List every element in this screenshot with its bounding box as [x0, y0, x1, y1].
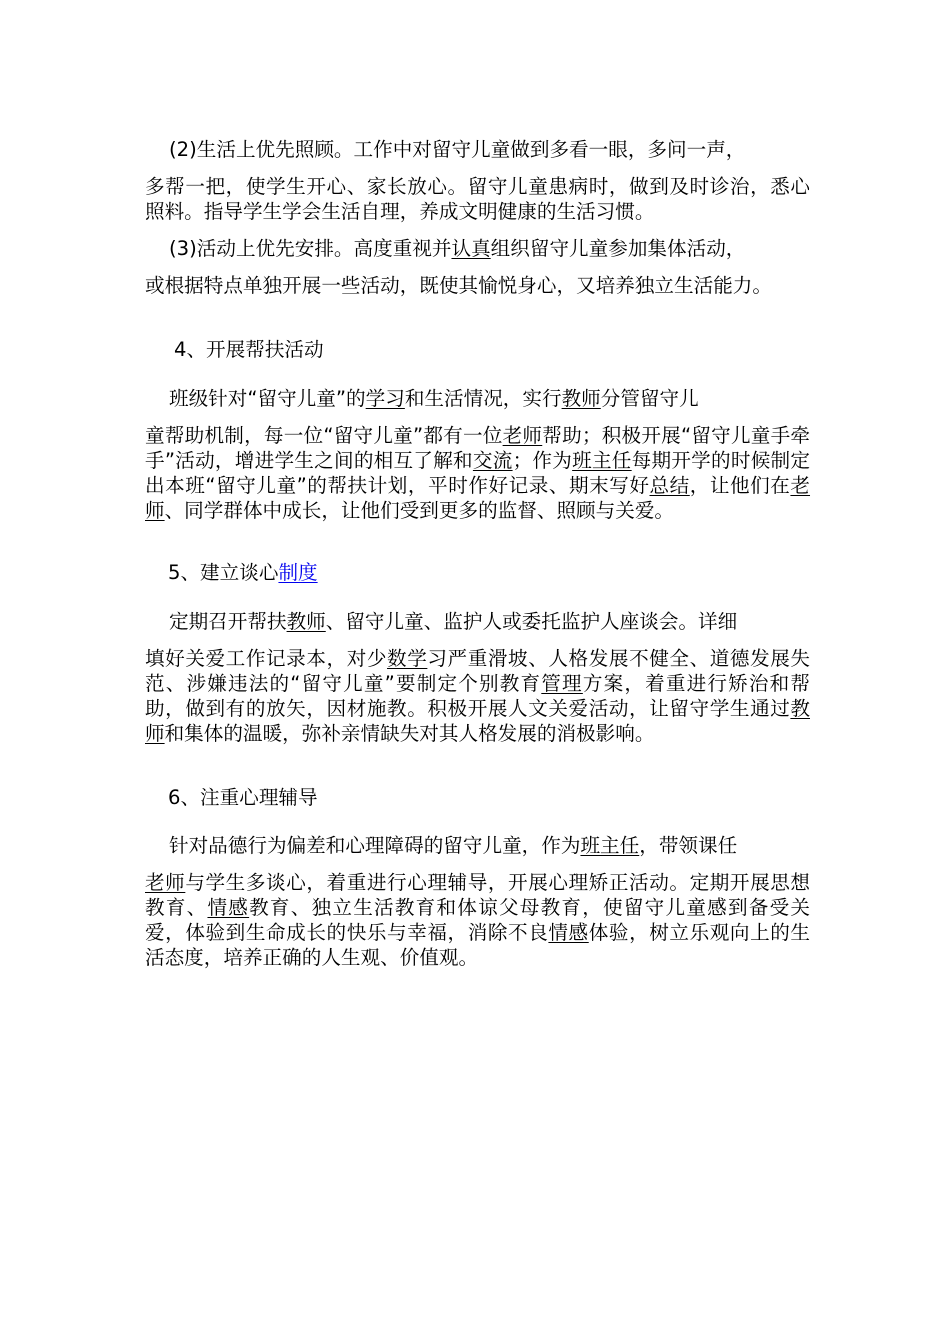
text-segment: 和集体的温暖，弥补亲情缺失对其人格发展的消极影响。 — [164, 722, 655, 745]
link-banzhuren[interactable]: 班主任 — [572, 449, 632, 472]
text-segment: 与学生多谈心，着重进行心理辅导，开展心理矫正活动。定期开展思想教育、 — [145, 871, 811, 919]
heading-help-activities: 4、开展帮扶活动 — [174, 338, 324, 361]
text-segment: ，让他们在 — [689, 474, 791, 497]
link-jiaoliu[interactable]: 交流 — [472, 449, 513, 472]
paragraph-body — [145, 423, 810, 523]
text-segment: 针对品德行为偏差和心理障碍的留守儿童，作为 — [169, 834, 581, 857]
link-guanli[interactable]: 管理 — [541, 672, 583, 695]
text-segment: 习严重滑坡、人格发展不健全、道德发展失范、涉嫌违法的“留守儿童”要制定个别教育 — [145, 647, 811, 695]
text-segment: 班级针对“留守儿童”的 — [169, 387, 366, 410]
text-segment: 童帮助机制，每一位“留守儿童”都有一位 — [145, 424, 503, 447]
paragraph-life-care — [145, 137, 810, 224]
text-segment: 体验，树立乐观向上的生活态度，培养正确的人生观、价值观。 — [145, 921, 811, 969]
paragraph-talk-system — [145, 609, 810, 746]
paragraph-first-line — [145, 833, 810, 858]
text-segment: 帮助；积极开展“留守儿童手牵手”活动，增进学生之间的相互了解和 — [145, 424, 810, 472]
text-segment: 填好关爱工作记录本，对少 — [145, 647, 388, 670]
link-jiaoshi[interactable]: 教师 — [145, 697, 810, 745]
link-qinggan[interactable]: 情感 — [207, 896, 250, 919]
text-segment: (3)活动上优先安排。高度重视并 — [169, 237, 452, 260]
link-zhidu[interactable]: 制度 — [278, 561, 318, 584]
paragraph-first-line — [145, 609, 810, 634]
paragraph-body — [145, 870, 810, 970]
text-segment: 、同学群体中成长，让他们受到更多的监督、照顾与关爱。 — [164, 499, 675, 522]
text-segment: 定期召开帮扶 — [169, 610, 287, 633]
text-segment: 方案，着重进行矫治和帮助，做到有的放矢，因材施教。积极开展人文关爱活动，让留守学生通过 — [145, 672, 811, 720]
heading-text: 5、建立谈心 — [168, 561, 279, 584]
text-segment: 教育、独立生活教育和体谅父母教育，使留守儿童感到备受关爱，体验到生命成长的快乐与幸福，消除不良 — [145, 896, 811, 944]
link-jiaoshi[interactable]: 教师 — [561, 387, 601, 410]
paragraph-psych-counseling — [145, 833, 810, 970]
text-segment: ；作为 — [512, 449, 573, 472]
link-jiaoshi[interactable]: 教师 — [286, 610, 326, 633]
link-shuxue[interactable]: 数学 — [387, 647, 428, 670]
paragraph-activity-priority — [145, 236, 810, 298]
paragraph-help-activities — [145, 386, 810, 523]
link-laoshi[interactable]: 老师 — [145, 474, 811, 522]
link-zongjie[interactable]: 总结 — [649, 474, 690, 497]
link-banzhuren[interactable]: 班主任 — [580, 834, 640, 857]
text-segment: ，带领课任 — [639, 834, 738, 857]
link-laoshi[interactable]: 老师 — [502, 424, 543, 447]
text-segment: 每期开学的时候制定出本班“留守儿童”的帮扶计划，平时作好记录、期末写好 — [145, 449, 810, 497]
link-renzhen[interactable]: 认真 — [451, 237, 491, 260]
link-laoshi[interactable]: 老师 — [145, 871, 186, 894]
text-segment: 、留守儿童、监护人或委托监护人座谈会。详细 — [325, 610, 738, 633]
paragraph-first-line — [145, 236, 810, 261]
link-xuexi[interactable]: 学习 — [365, 387, 405, 410]
heading-talk-system — [168, 560, 318, 585]
paragraph-first-line: (2)生活上优先照顾。工作中对留守儿童做到多看一眼，多问一声， — [169, 138, 746, 161]
heading-psych-counseling: 6、注重心理辅导 — [168, 786, 318, 809]
text-segment: 分管留守儿 — [600, 387, 699, 410]
paragraph-first-line — [145, 386, 810, 411]
link-qinggan[interactable]: 情感 — [548, 921, 589, 944]
paragraph-body: 或根据特点单独开展一些活动，既使其愉悦身心，又培养独立生活能力。 — [145, 274, 772, 297]
paragraph-body — [145, 646, 810, 746]
text-segment: 组织留守儿童参加集体活动， — [490, 237, 746, 260]
text-segment: 和生活情况，实行 — [404, 387, 562, 410]
paragraph-body: 多帮一把，使学生开心、家长放心。留守儿童患病时，做到及时诊治，悉心照料。指导学生学会生活自理，养成文明健康的生活习惯。 — [145, 175, 810, 223]
